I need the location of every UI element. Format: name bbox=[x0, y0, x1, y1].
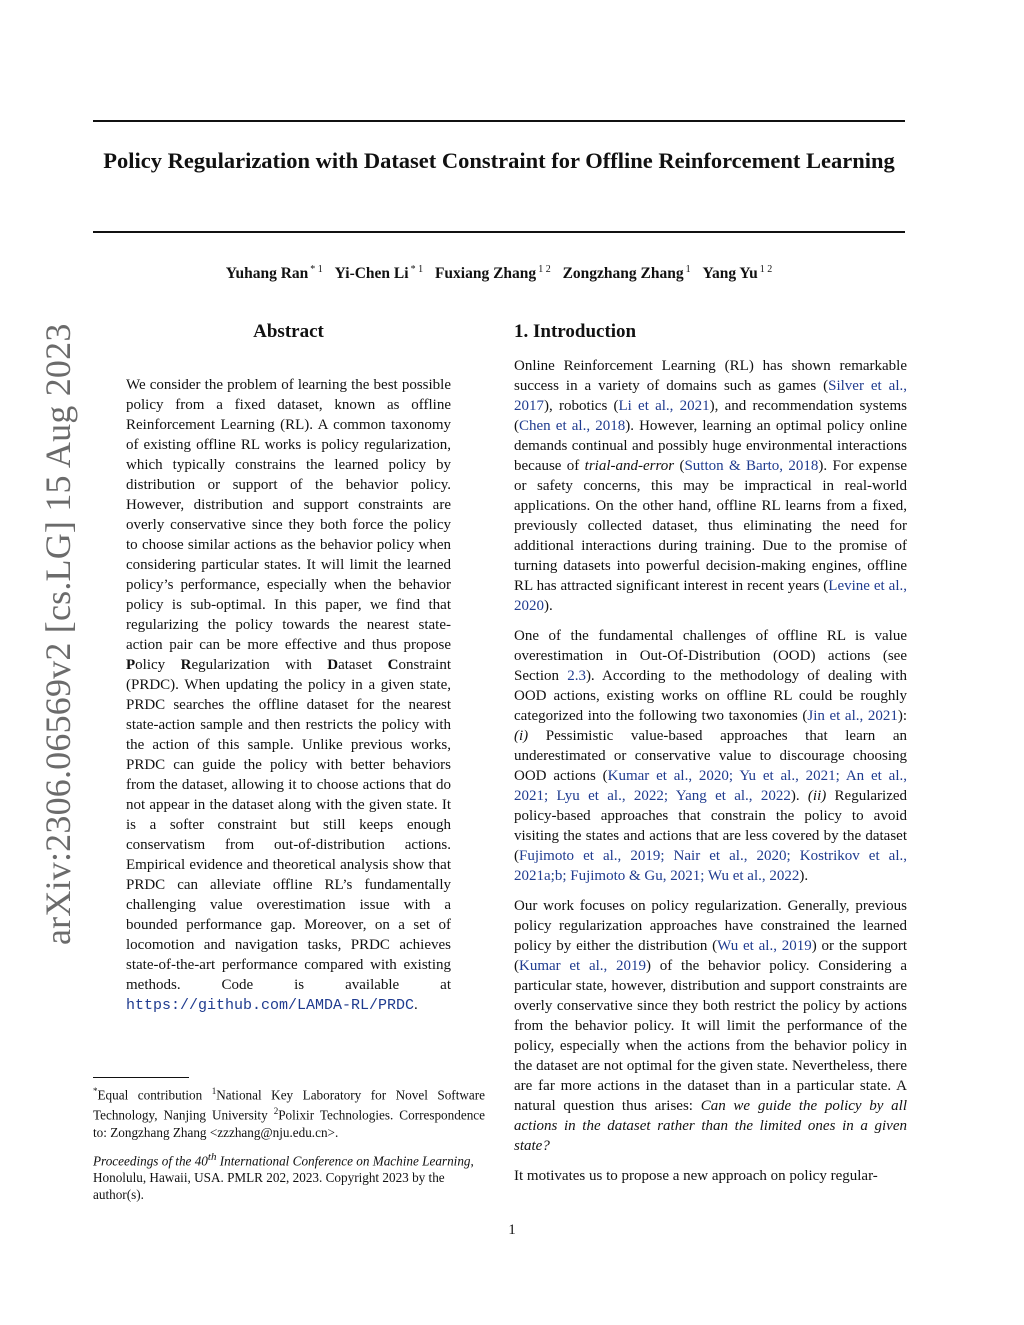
author-affiliation: 1 2 bbox=[538, 264, 551, 275]
abstract-part: olicy bbox=[135, 657, 181, 673]
intro-paragraph-4: It motivates us to propose a new approach on policy regular- bbox=[514, 1168, 878, 1184]
citation-link[interactable]: Chen et al., 2018 bbox=[519, 418, 626, 434]
footnote-mark: 1 bbox=[211, 1086, 217, 1096]
citation-link[interactable]: Kumar et al., 2020; Yu et al., 2021; An et al., 2021; Lyu et al., 2022; Yang et al., 2022 bbox=[514, 768, 907, 804]
footnote-mark: 2 bbox=[273, 1106, 279, 1117]
author-affiliation: 1 bbox=[685, 264, 691, 275]
text: ). bbox=[790, 788, 808, 804]
proceedings-part: 40 bbox=[194, 1153, 208, 1169]
text: ( bbox=[674, 458, 685, 474]
proceedings-part: Proceedings of the bbox=[93, 1153, 195, 1169]
author-li bbox=[335, 265, 423, 282]
text: One of the fundamental challenges of offline RL is value overestimation in Out-Of-Distribution (OOD) actions (see Section bbox=[514, 628, 907, 684]
proceedings-note bbox=[93, 1149, 485, 1203]
abstract-part: egularization with bbox=[191, 657, 328, 673]
author-affiliation: * 1 bbox=[310, 264, 323, 275]
footnote-rule bbox=[93, 1077, 189, 1078]
text: ). According to the methodology of dealing with OOD actions, existing works on offline RL could be roughly categorized into the following two taxonomies ( bbox=[514, 668, 907, 724]
footnote bbox=[93, 1083, 485, 1141]
abstract-part: onstraint (PRDC). When updating the policy in a given state, PRDC searches the offline dataset for the nearest state-action sample and then restricts the policy with the action of this sample. Unlike previous works, PRDC can guide the policy with better behaviors from the dataset, allowing it to choose actions that do not appear in the dataset along with the given state. It is a softer constraint but still keeps enough conservatism from out-of-distribution actions. Empirical evidence and theoretical analysis show that PRDC can alleviate offline RL’s fundamentally challenging value overestimation issue with a bounded performance gap. Moreover, on a set of locomotion and navigation tasks, PRDC achieves state-of-the-art performance compared with existing methods. Code is available at bbox=[126, 657, 452, 993]
intro-paragraph-1 bbox=[514, 356, 907, 616]
acronym-letter: R bbox=[180, 657, 192, 673]
text: ): bbox=[897, 708, 908, 724]
abstract-part: We consider the problem of learning the best possible policy from a fixed dataset, known as offline Reinforcement Learning (RL). A common taxonomy of existing offline RL works is policy regularization, which typically constrains the learned policy by distribution or support of the behavior policy. However, distribution and support constraints are overly conservative since they both force the policy to choose similar actions as the behavior policy when considering particular states. It will limit the learned policy’s performance, especially when the behavior policy is sub-optimal. In this paper, we find that regularizing the policy towards the nearest state-action pair can be more effective and thus propose bbox=[126, 377, 451, 653]
footnote-part: National Key Laboratory for Novel Software Technology, Nanjing University bbox=[93, 1087, 485, 1123]
author-fuxiang-zhang bbox=[435, 265, 551, 282]
proceedings-part: International Conference on Machine Learning bbox=[216, 1153, 471, 1169]
text: ), robotics ( bbox=[544, 398, 619, 414]
citation-link[interactable]: Fujimoto et al., 2019; Nair et al., 2020; Kostrikov et al., 2021a;b; Fujimoto & Gu, 2021; Wu et al., 2022 bbox=[514, 848, 907, 884]
abstract-part: . bbox=[414, 997, 418, 1013]
arxiv-identifier: arXiv:2306.06569v2 [cs.LG] 15 Aug 2023 bbox=[38, 323, 78, 945]
citation-link[interactable]: Levine et al., 2020 bbox=[514, 578, 908, 614]
title-rule-top bbox=[93, 120, 905, 122]
citation-link[interactable]: Sutton & Barto, 2018 bbox=[684, 458, 819, 474]
enumeration-mark: (i) bbox=[514, 728, 529, 744]
text: Pessimistic value-based approaches that learn an underestimated or conservative value to discourage choosing OOD actions ( bbox=[514, 728, 907, 784]
introduction-body bbox=[514, 356, 907, 1196]
acronym-letter: D bbox=[327, 657, 339, 673]
proceedings-part: th bbox=[207, 1151, 217, 1163]
title-rule-bottom bbox=[93, 231, 905, 233]
enumeration-mark: (ii) bbox=[807, 788, 827, 804]
text: ). bbox=[799, 868, 809, 884]
introduction-heading: 1. Introduction bbox=[514, 321, 637, 342]
footnote-part: Polixir Technologies. Correspondence to: Zongzhang Zhang <zzzhang@nju.edu.cn>. bbox=[93, 1107, 485, 1140]
code-url-link[interactable]: https://github.com/LAMDA-RL/PRDC bbox=[126, 997, 415, 1014]
abstract-part: ataset bbox=[338, 657, 388, 673]
text: ). bbox=[544, 598, 553, 614]
citation-link[interactable]: Wu et al., 2019 bbox=[717, 938, 812, 954]
author-ran bbox=[226, 265, 323, 282]
text: ). However, learning an optimal policy online demands continual and possibly huge environmental interactions because of bbox=[514, 418, 907, 474]
author-name: Yuhang Ran bbox=[225, 265, 309, 283]
paper-title: Policy Regularization with Dataset Constraint for Offline Reinforcement Learning bbox=[103, 148, 895, 173]
author-name: Fuxiang Zhang bbox=[434, 265, 537, 283]
citation-link[interactable]: Silver et al., 2017 bbox=[514, 378, 908, 414]
acronym-letter: P bbox=[126, 657, 136, 673]
text: Online Reinforcement Learning (RL) has shown remarkable success in a variety of domains such as games ( bbox=[514, 358, 907, 394]
text: ) or the support ( bbox=[514, 938, 907, 974]
footnote-part: Equal contribution bbox=[97, 1087, 212, 1103]
research-question: Can we guide the policy by all actions in the dataset rather than the limited ones in a given state? bbox=[514, 1098, 907, 1154]
page-number: 1 bbox=[508, 1222, 516, 1238]
author-list bbox=[93, 264, 905, 283]
intro-paragraph-3 bbox=[514, 896, 907, 1156]
acronym-letter: C bbox=[387, 657, 399, 673]
text: Regularized policy-based approaches that constrain the policy to avoid visiting the states and actions that are less covered by the dataset ( bbox=[514, 788, 908, 864]
abstract-text bbox=[126, 375, 451, 1016]
citation-link[interactable]: Li et al., 2021 bbox=[618, 398, 710, 414]
footnote-mark: * bbox=[93, 1086, 98, 1096]
citation-link[interactable]: Jin et al., 2021 bbox=[807, 708, 898, 724]
text: ) of the behavior policy. Considering a particular state, however, distribution and support constraints are overly conservative since they both restrict the policy by actions from the behavior policy. It will limit the performance of the policy, especially when the actions from the behavior policy in the dataset are not optimal for the given state. Nevertheless, there are far more actions in the dataset than in a particular state. A natural question thus arises: bbox=[514, 958, 907, 1114]
abstract-heading: Abstract bbox=[253, 321, 324, 342]
author-zongzhang-zhang bbox=[563, 265, 691, 282]
author-affiliation: 1 2 bbox=[759, 264, 773, 275]
author-name: Yang Yu bbox=[702, 265, 758, 283]
emphasis: trial-and-error bbox=[584, 458, 675, 474]
proceedings-part: , Honolulu, Hawaii, USA. PMLR 202, 2023. Copyright 2023 by the author(s). bbox=[93, 1153, 474, 1203]
author-name: Zongzhang Zhang bbox=[562, 265, 684, 283]
section-link[interactable]: 2.3 bbox=[567, 668, 586, 684]
text: ), and recommendation systems ( bbox=[514, 398, 907, 434]
author-name: Yi-Chen Li bbox=[334, 265, 409, 283]
author-affiliation: * 1 bbox=[410, 264, 424, 275]
text: Our work focuses on policy regularization. Generally, previous policy regularization approaches have constrained the learned policy by either the distribution ( bbox=[514, 898, 907, 954]
intro-paragraph-2 bbox=[514, 626, 907, 886]
text: ). For expense or safety concerns, this may be impractical in real-world applications. On the other hand, offline RL learns from a fixed, previously collected dataset, thus eliminating the need for additional interactions during training. Due to the promise of turning datasets into powerful decision-making engines, offline RL has attracted significant interest in recent years ( bbox=[514, 458, 907, 594]
citation-link[interactable]: Kumar et al., 2019 bbox=[519, 958, 647, 974]
author-yu bbox=[702, 265, 772, 282]
